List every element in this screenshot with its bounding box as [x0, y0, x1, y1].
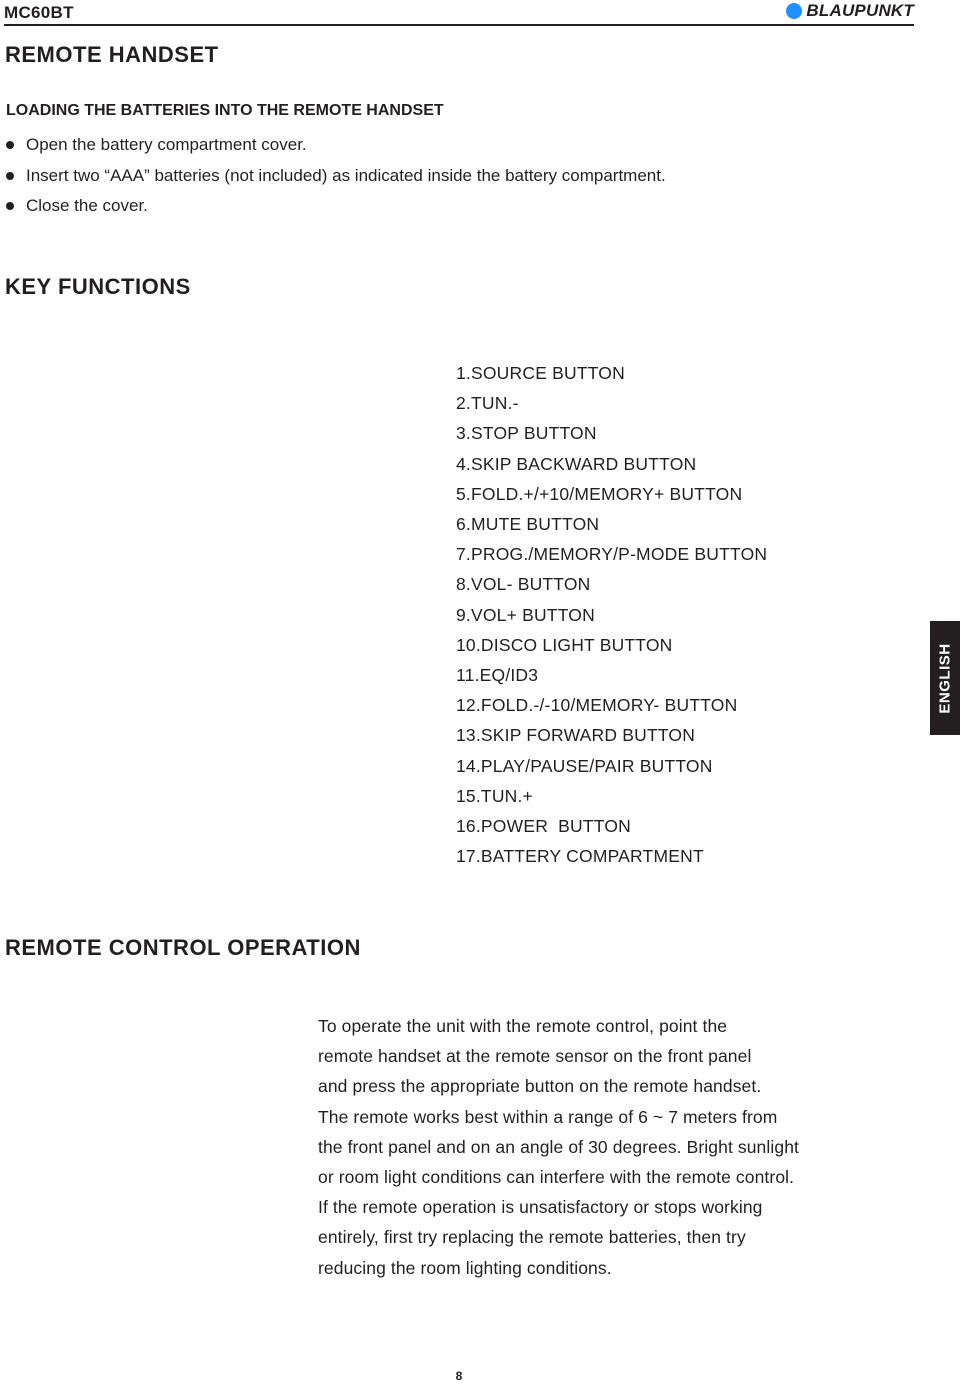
list-item: 2.TUN.- [456, 393, 519, 414]
list-item: 16.POWER BUTTON [456, 816, 631, 837]
list-item: 4.SKIP BACKWARD BUTTON [456, 453, 697, 474]
battery-step-text: Open the battery compartment cover. [26, 135, 307, 154]
paragraph-line: reducing the room lighting conditions. [318, 1257, 612, 1278]
remote-handset-title: REMOTE HANDSET [5, 42, 219, 67]
bullet-icon [6, 202, 14, 210]
paragraph-line: remote handset at the remote sensor on the front panel [318, 1046, 752, 1067]
paragraph-line: the front panel and on an angle of 30 degrees. Bright sunlight [318, 1136, 799, 1157]
brand-name: BLAUPUNKT [806, 1, 914, 20]
list-item: 17.BATTERY COMPARTMENT [456, 846, 704, 867]
list-item: 7.PROG./MEMORY/P-MODE BUTTON [456, 544, 768, 565]
header-divider [4, 24, 914, 26]
list-item [6, 161, 666, 192]
model-name: MC60BT [4, 3, 74, 22]
paragraph-line: To operate the unit with the remote control, point the [318, 1016, 728, 1036]
paragraph-line: The remote works best within a range of 6 ~ 7 meters from [318, 1106, 778, 1127]
battery-steps-list [6, 130, 666, 222]
list-item: 3.STOP BUTTON [456, 423, 597, 444]
key-functions-title: KEY FUNCTIONS [5, 274, 191, 299]
paragraph-line: entirely, first try replacing the remote batteries, then try [318, 1227, 746, 1248]
list-item: 14.PLAY/PAUSE/PAIR BUTTON [456, 755, 713, 776]
bullet-icon [6, 141, 14, 149]
language-tab-label: ENGLISH [936, 642, 954, 714]
key-functions-list [456, 358, 767, 871]
language-tab [930, 621, 960, 735]
paragraph-line: and press the appropriate button on the remote handset. [318, 1076, 762, 1097]
page-number: 8 [455, 1369, 463, 1383]
list-item [6, 130, 666, 161]
remote-control-operation-title: REMOTE CONTROL OPERATION [5, 935, 361, 960]
bullet-icon [6, 172, 14, 180]
paragraph-line: or room light conditions can interfere with the remote control. [318, 1167, 795, 1188]
brand-dot-icon [786, 3, 802, 19]
list-item: 6.MUTE BUTTON [456, 514, 600, 535]
list-item: 15.TUN.+ [456, 785, 533, 806]
battery-step-text: Insert two “AAA” batteries (not included) as indicated inside the battery compartment. [26, 165, 666, 185]
list-item: 10.DISCO LIGHT BUTTON [456, 634, 673, 655]
list-item: 1.SOURCE BUTTON [456, 363, 625, 383]
list-item: 11.EQ/ID3 [456, 665, 539, 686]
paragraph-line: If the remote operation is unsatisfactory or stops working [318, 1197, 763, 1218]
brand-logo [786, 1, 914, 21]
operation-paragraph [318, 1011, 799, 1283]
list-item: 9.VOL+ BUTTON [456, 604, 595, 625]
list-item: 12.FOLD.-/-10/MEMORY- BUTTON [456, 695, 738, 716]
loading-batteries-title: LOADING THE BATTERIES INTO THE REMOTE HANDSET [6, 102, 444, 119]
battery-step-text: Close the cover. [26, 196, 148, 215]
list-item [6, 191, 666, 222]
list-item: 13.SKIP FORWARD BUTTON [456, 725, 696, 746]
list-item: 5.FOLD.+/+10/MEMORY+ BUTTON [456, 483, 743, 504]
list-item: 8.VOL- BUTTON [456, 574, 591, 595]
